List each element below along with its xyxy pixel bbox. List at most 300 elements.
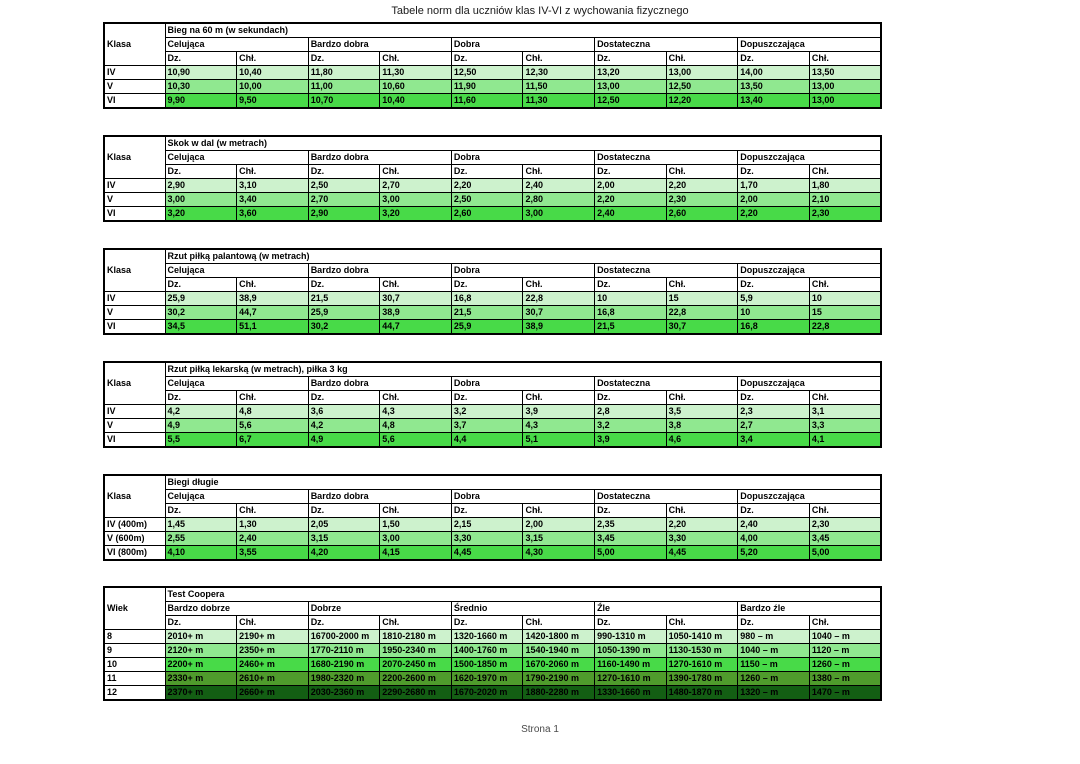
table-title: Test Coopera (165, 587, 881, 602)
value-cell: 2120+ m (165, 644, 237, 658)
value-cell: 3,6 (308, 405, 380, 419)
value-cell: 990-1310 m (595, 630, 667, 644)
value-cell: 4,45 (451, 546, 523, 561)
data-row (104, 546, 881, 561)
subheader-girls: Dz. (308, 504, 380, 518)
value-cell: 25,9 (451, 320, 523, 335)
value-cell: 1,70 (738, 179, 810, 193)
subheader-boys: Chł. (237, 391, 309, 405)
value-cell: 21,5 (595, 320, 667, 335)
value-cell: 2610+ m (237, 672, 309, 686)
value-cell: 1160-1490 m (595, 658, 667, 672)
category-header: Dostateczna (595, 264, 738, 278)
data-row (104, 630, 881, 644)
value-cell: 2290-2680 m (380, 686, 452, 701)
subheader-girls: Dz. (165, 52, 237, 66)
value-cell: 4,3 (523, 419, 595, 433)
value-cell: 4,20 (308, 546, 380, 561)
value-cell: 38,9 (523, 320, 595, 335)
value-cell: 13,00 (809, 94, 881, 109)
subheader-boys: Chł. (380, 165, 452, 179)
category-header: Dostateczna (595, 377, 738, 391)
category-header: Źle (595, 602, 738, 616)
value-cell: 2,15 (451, 518, 523, 532)
subheader-boys: Chł. (380, 504, 452, 518)
value-cell: 2,55 (165, 532, 237, 546)
subheader-boys: Chł. (666, 52, 738, 66)
value-cell: 25,9 (165, 292, 237, 306)
value-cell: 15 (666, 292, 738, 306)
value-cell: 4,2 (308, 419, 380, 433)
value-cell: 11,30 (380, 66, 452, 80)
value-cell: 1670-2060 m (523, 658, 595, 672)
value-cell: 13,00 (666, 66, 738, 80)
subheader-boys: Chł. (237, 165, 309, 179)
subheader-girls: Dz. (451, 278, 523, 292)
value-cell: 1270-1610 m (595, 672, 667, 686)
value-cell: 1420-1800 m (523, 630, 595, 644)
subheader-girls: Dz. (451, 52, 523, 66)
value-cell: 2,70 (308, 193, 380, 207)
value-cell: 1810-2180 m (380, 630, 452, 644)
data-row (104, 532, 881, 546)
subheader-girls: Dz. (308, 165, 380, 179)
value-cell: 11,50 (523, 80, 595, 94)
table-title: Rzut piłką palantową (w metrach) (165, 249, 881, 264)
value-cell: 5,00 (595, 546, 667, 561)
value-cell: 1980-2320 m (308, 672, 380, 686)
category-header: Celująca (165, 490, 308, 504)
value-cell: 3,45 (809, 532, 881, 546)
value-cell: 3,30 (666, 532, 738, 546)
value-cell: 1,45 (165, 518, 237, 532)
value-cell: 1270-1610 m (666, 658, 738, 672)
category-header: Celująca (165, 377, 308, 391)
value-cell: 1050-1390 m (595, 644, 667, 658)
value-cell: 2,20 (595, 193, 667, 207)
data-row (104, 518, 881, 532)
subheader-girls: Dz. (308, 616, 380, 630)
row-label: IV (104, 292, 165, 306)
value-cell: 4,4 (451, 433, 523, 448)
value-cell: 1770-2110 m (308, 644, 380, 658)
value-cell: 4,8 (237, 405, 309, 419)
value-cell: 1150 – m (738, 658, 810, 672)
subheader-boys: Chł. (809, 278, 881, 292)
value-cell: 25,9 (308, 306, 380, 320)
value-cell: 2,20 (666, 518, 738, 532)
value-cell: 30,7 (380, 292, 452, 306)
value-cell: 5,9 (738, 292, 810, 306)
category-header: Dostateczna (595, 38, 738, 52)
value-cell: 2,60 (451, 207, 523, 222)
subheader-boys: Chł. (523, 165, 595, 179)
category-header: Bardzo dobra (308, 264, 451, 278)
row-label: VI (104, 433, 165, 448)
value-cell: 2010+ m (165, 630, 237, 644)
value-cell: 13,00 (809, 80, 881, 94)
data-row (104, 292, 881, 306)
value-cell: 12,50 (666, 80, 738, 94)
value-cell: 4,1 (809, 433, 881, 448)
category-header: Bardzo źle (738, 602, 881, 616)
value-cell: 3,2 (451, 405, 523, 419)
value-cell: 10,70 (308, 94, 380, 109)
row-label: 9 (104, 644, 165, 658)
value-cell: 30,7 (666, 320, 738, 335)
value-cell: 22,8 (523, 292, 595, 306)
value-cell: 22,8 (666, 306, 738, 320)
value-cell: 2,3 (738, 405, 810, 419)
value-cell: 2,40 (738, 518, 810, 532)
value-cell: 5,20 (738, 546, 810, 561)
cooper-table (103, 586, 882, 701)
subheader-girls: Dz. (165, 616, 237, 630)
value-cell: 3,3 (809, 419, 881, 433)
subheader-girls: Dz. (165, 391, 237, 405)
category-header: Dobra (451, 151, 594, 165)
subheader-boys: Chł. (523, 616, 595, 630)
value-cell: 44,7 (380, 320, 452, 335)
value-cell: 4,45 (666, 546, 738, 561)
category-header: Bardzo dobrze (165, 602, 308, 616)
data-row (104, 94, 881, 109)
value-cell: 5,6 (380, 433, 452, 448)
value-cell: 51,1 (237, 320, 309, 335)
row-label: IV (400m) (104, 518, 165, 532)
norm-table (103, 248, 882, 335)
value-cell: 1470 – m (809, 686, 881, 701)
subheader-boys: Chł. (380, 616, 452, 630)
category-header: Dostateczna (595, 151, 738, 165)
value-cell: 1330-1660 m (595, 686, 667, 701)
subheader-boys: Chł. (523, 391, 595, 405)
value-cell: 3,00 (165, 193, 237, 207)
value-cell: 11,80 (308, 66, 380, 80)
category-header: Bardzo dobra (308, 151, 451, 165)
value-cell: 10,00 (237, 80, 309, 94)
category-header: Dopuszczająca (738, 151, 881, 165)
value-cell: 1,30 (237, 518, 309, 532)
value-cell: 3,20 (165, 207, 237, 222)
data-row (104, 66, 881, 80)
subheader-girls: Dz. (165, 504, 237, 518)
value-cell: 1050-1410 m (666, 630, 738, 644)
value-cell: 16,8 (451, 292, 523, 306)
data-row (104, 644, 881, 658)
row-label: IV (104, 66, 165, 80)
value-cell: 3,30 (451, 532, 523, 546)
value-cell: 13,50 (809, 66, 881, 80)
value-cell: 11,00 (308, 80, 380, 94)
value-cell: 3,00 (380, 532, 452, 546)
value-cell: 1880-2280 m (523, 686, 595, 701)
value-cell: 1680-2190 m (308, 658, 380, 672)
data-row (104, 306, 881, 320)
value-cell: 12,50 (595, 94, 667, 109)
value-cell: 2,20 (738, 207, 810, 222)
value-cell: 5,1 (523, 433, 595, 448)
value-cell: 2350+ m (237, 644, 309, 658)
value-cell: 2070-2450 m (380, 658, 452, 672)
subheader-girls: Dz. (738, 278, 810, 292)
subheader-girls: Dz. (308, 52, 380, 66)
value-cell: 2,30 (809, 207, 881, 222)
subheader-boys: Chł. (237, 504, 309, 518)
value-cell: 4,9 (165, 419, 237, 433)
value-cell: 12,20 (666, 94, 738, 109)
subheader-boys: Chł. (237, 616, 309, 630)
value-cell: 1380 – m (809, 672, 881, 686)
value-cell: 4,10 (165, 546, 237, 561)
value-cell: 11,60 (451, 94, 523, 109)
subheader-girls: Dz. (595, 616, 667, 630)
value-cell: 3,20 (380, 207, 452, 222)
value-cell: 2,40 (523, 179, 595, 193)
value-cell: 3,55 (237, 546, 309, 561)
value-cell: 1480-1870 m (666, 686, 738, 701)
value-cell: 2,60 (666, 207, 738, 222)
value-cell: 9,90 (165, 94, 237, 109)
subheader-girls: Dz. (451, 616, 523, 630)
value-cell: 10,30 (165, 80, 237, 94)
table-title: Skok w dal (w metrach) (165, 136, 881, 151)
row-label: VI (104, 94, 165, 109)
category-header: Dobra (451, 264, 594, 278)
value-cell: 4,2 (165, 405, 237, 419)
value-cell: 2,7 (738, 419, 810, 433)
subheader-boys: Chł. (523, 278, 595, 292)
value-cell: 10 (809, 292, 881, 306)
value-cell: 16,8 (595, 306, 667, 320)
row-label: V (104, 80, 165, 94)
value-cell: 2,40 (595, 207, 667, 222)
value-cell: 1,80 (809, 179, 881, 193)
value-cell: 3,40 (237, 193, 309, 207)
value-cell: 3,5 (666, 405, 738, 419)
row-label: 10 (104, 658, 165, 672)
value-cell: 2,05 (308, 518, 380, 532)
value-cell: 4,30 (523, 546, 595, 561)
norm-table (103, 135, 882, 222)
value-cell: 2,50 (308, 179, 380, 193)
value-cell: 2,00 (523, 518, 595, 532)
data-row (104, 686, 881, 701)
value-cell: 2200-2600 m (380, 672, 452, 686)
value-cell: 2660+ m (237, 686, 309, 701)
value-cell: 10,90 (165, 66, 237, 80)
first-col-label: Klasa (104, 362, 165, 405)
data-row (104, 193, 881, 207)
value-cell: 2,00 (738, 193, 810, 207)
category-header: Średnio (451, 602, 594, 616)
value-cell: 2370+ m (165, 686, 237, 701)
subheader-boys: Chł. (380, 52, 452, 66)
value-cell: 4,3 (380, 405, 452, 419)
subheader-boys: Chł. (666, 278, 738, 292)
value-cell: 3,15 (523, 532, 595, 546)
value-cell: 2,80 (523, 193, 595, 207)
subheader-boys: Chł. (809, 504, 881, 518)
value-cell: 13,40 (738, 94, 810, 109)
category-header: Dopuszczająca (738, 264, 881, 278)
category-header: Dopuszczająca (738, 38, 881, 52)
value-cell: 15 (809, 306, 881, 320)
row-label: V (104, 419, 165, 433)
value-cell: 3,2 (595, 419, 667, 433)
value-cell: 10,40 (380, 94, 452, 109)
value-cell: 2,00 (595, 179, 667, 193)
table-title: Biegi długie (165, 475, 881, 490)
value-cell: 2,8 (595, 405, 667, 419)
value-cell: 1790-2190 m (523, 672, 595, 686)
subheader-boys: Chł. (380, 391, 452, 405)
subheader-girls: Dz. (595, 278, 667, 292)
row-label: IV (104, 179, 165, 193)
table-title: Bieg na 60 m (w sekundach) (165, 23, 881, 38)
value-cell: 2,90 (308, 207, 380, 222)
value-cell: 5,5 (165, 433, 237, 448)
category-header: Dopuszczająca (738, 377, 881, 391)
value-cell: 12,50 (451, 66, 523, 80)
value-cell: 1040 – m (738, 644, 810, 658)
subheader-boys: Chł. (809, 52, 881, 66)
value-cell: 13,00 (595, 80, 667, 94)
row-label: 12 (104, 686, 165, 701)
data-row (104, 658, 881, 672)
subheader-girls: Dz. (595, 504, 667, 518)
row-label: VI (104, 320, 165, 335)
category-header: Celująca (165, 264, 308, 278)
value-cell: 3,4 (738, 433, 810, 448)
value-cell: 11,90 (451, 80, 523, 94)
value-cell: 1320 – m (738, 686, 810, 701)
value-cell: 1120 – m (809, 644, 881, 658)
value-cell: 10,60 (380, 80, 452, 94)
value-cell: 2,50 (451, 193, 523, 207)
value-cell: 1130-1530 m (666, 644, 738, 658)
norm-table (103, 22, 882, 109)
first-col-label: Klasa (104, 249, 165, 292)
value-cell: 12,30 (523, 66, 595, 80)
value-cell: 6,7 (237, 433, 309, 448)
category-header: Dobrze (308, 602, 451, 616)
subheader-girls: Dz. (738, 52, 810, 66)
value-cell: 2,70 (380, 179, 452, 193)
value-cell: 13,50 (738, 80, 810, 94)
value-cell: 1320-1660 m (451, 630, 523, 644)
value-cell: 11,30 (523, 94, 595, 109)
category-header: Dopuszczająca (738, 490, 881, 504)
value-cell: 4,00 (738, 532, 810, 546)
row-label: IV (104, 405, 165, 419)
value-cell: 44,7 (237, 306, 309, 320)
value-cell: 1670-2020 m (451, 686, 523, 701)
value-cell: 2460+ m (237, 658, 309, 672)
value-cell: 2,40 (237, 532, 309, 546)
subheader-girls: Dz. (738, 504, 810, 518)
value-cell: 22,8 (809, 320, 881, 335)
value-cell: 2200+ m (165, 658, 237, 672)
value-cell: 38,9 (237, 292, 309, 306)
value-cell: 4,6 (666, 433, 738, 448)
subheader-girls: Dz. (738, 391, 810, 405)
subheader-girls: Dz. (451, 391, 523, 405)
page-footer: Strona 1 (521, 724, 559, 735)
value-cell: 2,30 (666, 193, 738, 207)
subheader-girls: Dz. (308, 391, 380, 405)
value-cell: 16,8 (738, 320, 810, 335)
value-cell: 5,6 (237, 419, 309, 433)
data-row (104, 179, 881, 193)
value-cell: 3,00 (523, 207, 595, 222)
value-cell: 980 – m (738, 630, 810, 644)
value-cell: 3,15 (308, 532, 380, 546)
value-cell: 10 (595, 292, 667, 306)
row-label: 11 (104, 672, 165, 686)
value-cell: 2,20 (451, 179, 523, 193)
subheader-girls: Dz. (595, 165, 667, 179)
norm-table (103, 361, 882, 448)
value-cell: 2190+ m (237, 630, 309, 644)
data-row (104, 419, 881, 433)
category-header: Celująca (165, 38, 308, 52)
value-cell: 3,1 (809, 405, 881, 419)
data-row (104, 405, 881, 419)
subheader-girls: Dz. (308, 278, 380, 292)
table-title: Rzut piłką lekarską (w metrach), piłka 3 kg (165, 362, 881, 377)
value-cell: 1540-1940 m (523, 644, 595, 658)
subheader-boys: Chł. (809, 165, 881, 179)
subheader-boys: Chł. (809, 616, 881, 630)
value-cell: 1620-1970 m (451, 672, 523, 686)
value-cell: 1,50 (380, 518, 452, 532)
value-cell: 1260 – m (738, 672, 810, 686)
value-cell: 21,5 (451, 306, 523, 320)
subheader-boys: Chł. (809, 391, 881, 405)
subheader-girls: Dz. (165, 165, 237, 179)
first-col-label: Wiek (104, 587, 165, 630)
data-row (104, 672, 881, 686)
value-cell: 16700-2000 m (308, 630, 380, 644)
subheader-boys: Chł. (523, 504, 595, 518)
value-cell: 2,30 (809, 518, 881, 532)
value-cell: 4,15 (380, 546, 452, 561)
value-cell: 38,9 (380, 306, 452, 320)
value-cell: 1400-1760 m (451, 644, 523, 658)
data-row (104, 433, 881, 448)
norm-table (103, 474, 882, 561)
value-cell: 3,9 (595, 433, 667, 448)
subheader-boys: Chł. (666, 391, 738, 405)
subheader-boys: Chł. (237, 278, 309, 292)
subheader-boys: Chł. (666, 504, 738, 518)
page-title: Tabele norm dla uczniów klas IV-VI z wychowania fizycznego (391, 5, 689, 17)
value-cell: 1390-1780 m (666, 672, 738, 686)
subheader-boys: Chł. (523, 52, 595, 66)
category-header: Dobra (451, 38, 594, 52)
first-col-label: Klasa (104, 136, 165, 179)
value-cell: 4,8 (380, 419, 452, 433)
subheader-boys: Chł. (666, 165, 738, 179)
row-label: 8 (104, 630, 165, 644)
subheader-girls: Dz. (165, 278, 237, 292)
subheader-girls: Dz. (738, 165, 810, 179)
value-cell: 1260 – m (809, 658, 881, 672)
value-cell: 30,7 (523, 306, 595, 320)
row-label: V (600m) (104, 532, 165, 546)
value-cell: 30,2 (165, 306, 237, 320)
